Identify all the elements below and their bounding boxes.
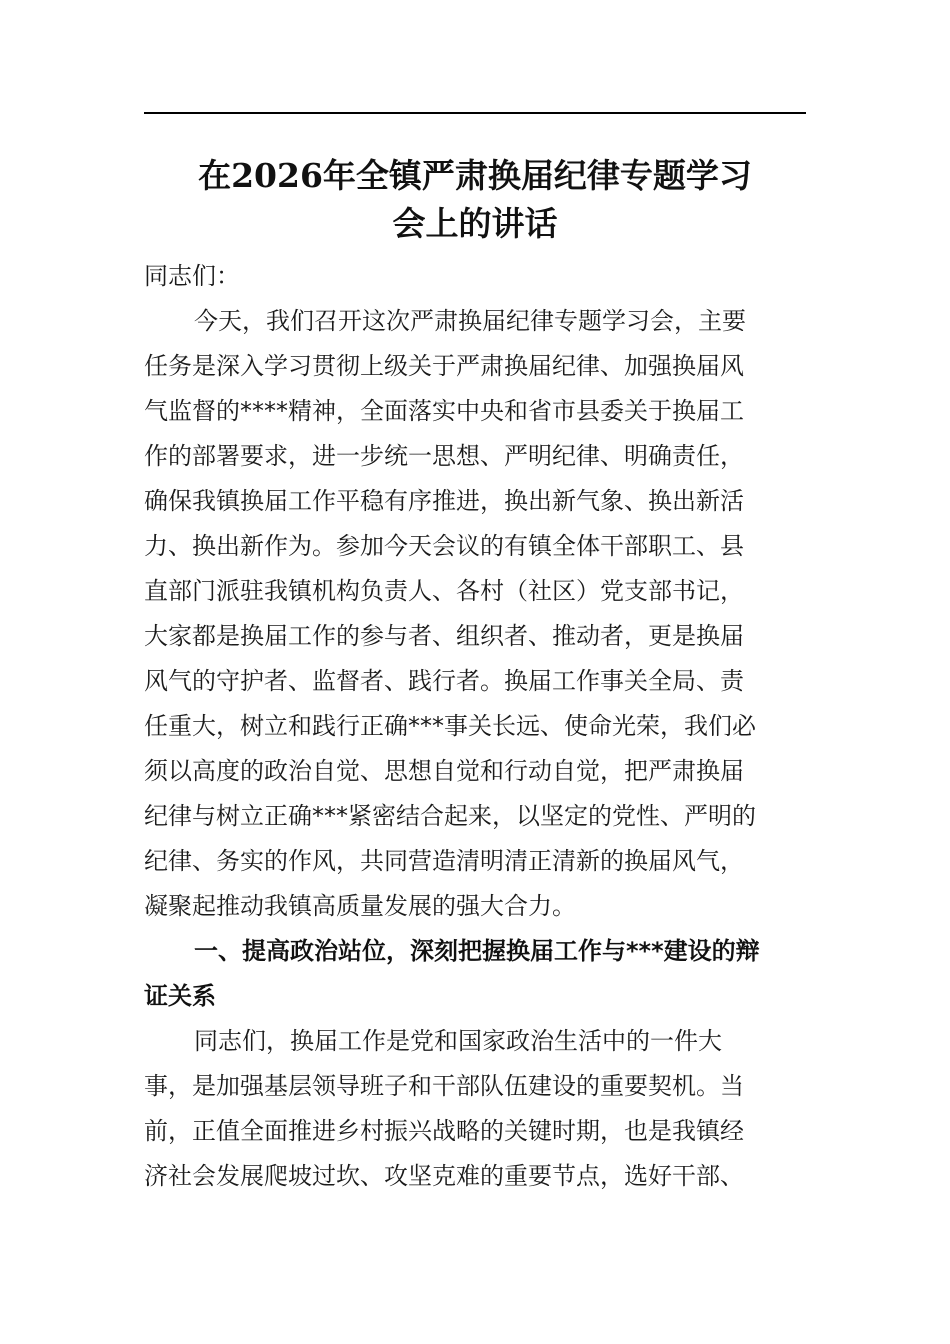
paragraph-line: 大家都是换届工作的参与者、组织者、推动者，更是换届 — [144, 622, 744, 650]
paragraph-line: 纪律、务实的作风，共同营造清明清正清新的换届风气， — [144, 847, 744, 875]
paragraph-line: 纪律与树立正确***紧密结合起来，以坚定的党性、严明的 — [144, 802, 756, 830]
paragraph-line: 须以高度的政治自觉、思想自觉和行动自觉，把严肃换届 — [144, 757, 744, 785]
paragraph-line: 今天，我们召开这次严肃换届纪律专题学习会，主要 — [194, 307, 746, 335]
header-rule — [144, 112, 806, 114]
document-title — [144, 152, 806, 248]
paragraph-line: 前，正值全面推进乡村振兴战略的关键时期，也是我镇经 — [144, 1117, 744, 1145]
paragraph-line: 凝聚起推动我镇高质量发展的强大合力。 — [144, 892, 576, 920]
paragraph-line: 事，是加强基层领导班子和干部队伍建设的重要契机。当 — [144, 1072, 744, 1100]
paragraph-line: 作的部署要求，进一步统一思想、严明纪律、明确责任， — [144, 442, 744, 470]
paragraph-line: 任重大，树立和践行正确***事关长远、使命光荣，我们必 — [144, 712, 756, 740]
document-body — [144, 254, 806, 1199]
paragraph-line: 力、换出新作为。参加今天会议的有镇全体干部职工、县 — [144, 532, 744, 560]
paragraph-line: 风气的守护者、监督者、践行者。换届工作事关全局、责 — [144, 667, 744, 695]
paragraph-line: 济社会发展爬坡过坎、攻坚克难的重要节点，选好干部、 — [144, 1162, 744, 1190]
paragraph-line: 确保我镇换届工作平稳有序推进，换出新气象、换出新活 — [144, 487, 744, 515]
title-line-2: 会上的讲话 — [392, 204, 558, 243]
section-heading-line: 一、提高政治站位，深刻把握换届工作与***建设的辩 — [194, 937, 760, 965]
paragraph-line: 同志们，换届工作是党和国家政治生活中的一件大 — [194, 1027, 722, 1055]
paragraph-line: 任务是深入学习贯彻上级关于严肃换届纪律、加强换届风 — [144, 352, 744, 380]
section-heading-line: 证关系 — [144, 982, 216, 1010]
salutation: 同志们： — [144, 262, 240, 290]
paragraph-line: 气监督的****精神，全面落实中央和省市县委关于换届工 — [144, 397, 744, 425]
title-line-1: 在2026年全镇严肃换届纪律专题学习 — [198, 156, 752, 195]
paragraph-line: 直部门派驻我镇机构负责人、各村（社区）党支部书记， — [144, 577, 744, 605]
